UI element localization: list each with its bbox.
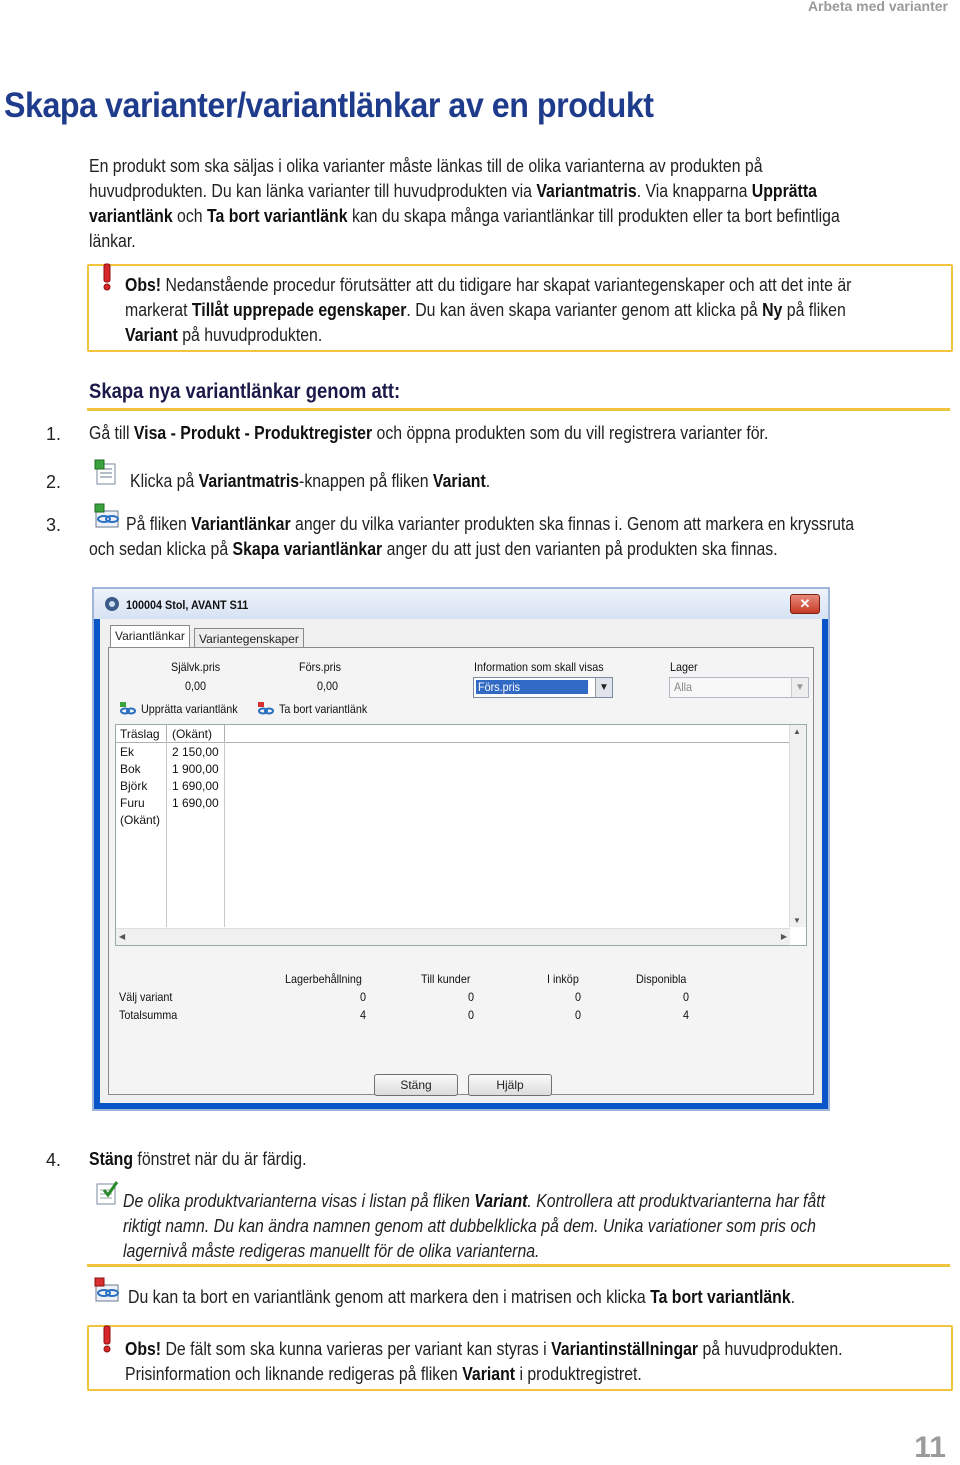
label-sjalvk-pris: Självk.pris: [171, 660, 221, 674]
step-3-line-2: och sedan klicka på Skapa variantlänkar anger du att just den varianten på produkten ska finnas.: [89, 539, 778, 559]
lager-select[interactable]: [669, 677, 809, 698]
table-row[interactable]: [116, 811, 236, 828]
step-1-text: Gå till Visa - Produkt - Produktregister och öppna produkten som du vill registrera varianter för.: [89, 423, 769, 443]
information-select[interactable]: [473, 677, 613, 698]
step-2-number: 2.: [46, 472, 62, 492]
section-underline: [87, 408, 950, 411]
row-name: Björk: [120, 779, 148, 793]
row-name: Ek: [120, 745, 135, 759]
vertical-scrollbar[interactable]: [789, 725, 806, 927]
variant-matrix-grid[interactable]: [115, 724, 807, 946]
intro-line-4: länkar.: [89, 231, 136, 251]
link-add-icon: [119, 701, 137, 717]
row-value: 1 900,00: [172, 762, 219, 776]
page-number: 11: [914, 1431, 946, 1464]
stock-header-till-kunder: Till kunder: [421, 972, 471, 986]
stock-summary: [115, 966, 805, 1042]
step-4-text: Stäng fönstret när du är färdig.: [89, 1149, 307, 1169]
stock-row-label: Välj variant: [119, 990, 173, 1004]
obs-text-2: Obs! De fält som ska kunna varieras per variant kan styras i Variantinställningar på huvudprodukten. Prisinformation och liknande redigeras på fliken Variant i produktregistret.: [125, 1339, 843, 1384]
intro-line-1: En produkt som ska säljas i olika varianter måste länkas till de olika varianterna av produkten på: [89, 156, 763, 176]
tip-text: Du kan ta bort en variantlänk genom att markera den i matrisen och klicka Ta bort variantlänk.: [128, 1287, 796, 1307]
table-row[interactable]: [116, 794, 236, 811]
note-underline: [87, 1264, 950, 1267]
variant-link-icon: [93, 503, 123, 536]
chevron-left-icon: ◀: [119, 932, 126, 941]
running-header: Arbeta med varianter: [807, 0, 948, 14]
obs-text-1: Obs! Nedanstående procedur förutsätter att du tidigare har skapat variantegenskaper och att det inte är markerat Tillåt upprepade egenskaper. Du kan även skapa varianter genom att klicka på Ny på fliken Variant på huvudprodukten.: [125, 275, 852, 345]
stock-cell: 0: [360, 990, 367, 1004]
intro-line-3: variantlänk och Ta bort variantlänk kan du skapa många variantlänkar till produkten eller ta bort befintliga: [89, 206, 840, 226]
grid-header: [116, 725, 806, 743]
window-titlebar: [94, 589, 828, 619]
table-row[interactable]: [116, 777, 236, 794]
tab-variantegenskaper[interactable]: Variantegenskaper: [194, 628, 304, 648]
page-title: Skapa varianter/variantlänkar av en produkt: [4, 86, 654, 125]
step-4-number: 4.: [46, 1150, 62, 1170]
information-selected: Förs.pris: [478, 680, 521, 694]
stang-button[interactable]: Stäng: [374, 1074, 458, 1096]
stock-cell: 0: [575, 1008, 582, 1022]
stock-cell: 0: [683, 990, 690, 1004]
note-text: De olika produktvarianterna visas i listan på fliken Variant. Kontrollera att produktvarianterna har fått riktigt namn. Du kan ändra namnen genom att dubbelklicka på dem. Unika variationer som pris och lagernivå måste redigeras manuellt för de olika varianterna.: [123, 1191, 826, 1261]
label-information: Information som skall visas: [474, 660, 604, 674]
grid-header-traslag: Träslag: [120, 727, 160, 741]
stock-cell: 4: [683, 1008, 690, 1022]
note-icon: [95, 1180, 121, 1211]
stock-cell: 0: [468, 1008, 475, 1022]
row-value: 1 690,00: [172, 796, 219, 810]
row-name: Bok: [120, 762, 141, 776]
row-value: 1 690,00: [172, 779, 219, 793]
section-heading: Skapa nya variantlänkar genom att:: [89, 380, 401, 403]
label-lager: Lager: [670, 660, 698, 674]
warning-icon: [97, 262, 117, 297]
warning-icon: [97, 1324, 117, 1359]
chevron-down-icon[interactable]: ▼: [791, 678, 808, 697]
stock-cell: 0: [575, 990, 582, 1004]
value-fors-pris: 0,00: [317, 679, 339, 693]
row-name: (Okänt): [120, 813, 161, 827]
grid-header-okant: (Okänt): [172, 727, 213, 741]
tab-variantlankar[interactable]: Variantlänkar: [110, 625, 190, 648]
link-remove-icon: [257, 701, 275, 717]
window-title: 100004 Stol, AVANT S11: [126, 598, 249, 612]
step-3-line-1: På fliken Variantlänkar anger du vilka varianter produkten ska finnas i. Genom att markera en kryssruta: [126, 514, 855, 534]
chevron-right-icon: ▶: [780, 932, 787, 941]
row-name: Furu: [120, 796, 145, 810]
horizontal-scrollbar[interactable]: [116, 928, 790, 945]
label-fors-pris: Förs.pris: [299, 660, 342, 674]
product-window-screenshot: [92, 587, 830, 1111]
step-3-number: 3.: [46, 515, 62, 535]
row-value: 2 150,00: [172, 745, 219, 759]
chevron-up-icon: ▲: [793, 727, 801, 736]
close-button[interactable]: ✕: [790, 594, 820, 614]
step-2-text: Klicka på Variantmatris-knappen på fliken Variant.: [130, 471, 491, 491]
stock-header-lagerbehallning: Lagerbehållning: [285, 972, 362, 986]
uppratta-variantlank-button[interactable]: Upprätta variantlänk: [119, 700, 249, 718]
stock-cell: 4: [360, 1008, 367, 1022]
hjalp-button[interactable]: Hjälp: [468, 1074, 552, 1096]
stock-cell: 0: [468, 990, 475, 1004]
intro-line-2: huvudprodukten. Du kan länka varianter till huvudprodukten via Variantmatris. Via knapparna Upprätta: [89, 181, 817, 201]
lager-selected: Alla: [674, 680, 693, 694]
stock-header-disponibla: Disponibla: [636, 972, 687, 986]
chevron-down-icon: ▼: [793, 916, 801, 925]
value-sjalvk-pris: 0,00: [185, 679, 207, 693]
app-icon: [104, 596, 120, 617]
stock-header-i-inkop: I inköp: [547, 972, 579, 986]
step-1-number: 1.: [46, 424, 62, 444]
stock-row-label: Totalsumma: [119, 1008, 178, 1022]
table-row[interactable]: [116, 760, 236, 777]
intro-paragraph: [89, 154, 943, 254]
window-body: [100, 619, 822, 1103]
table-row[interactable]: [116, 743, 236, 760]
variant-matrix-icon: [93, 459, 121, 492]
ta-bort-variantlank-button[interactable]: Ta bort variantlänk: [257, 700, 378, 718]
grid-rows: [116, 743, 236, 828]
tab-panel: [108, 647, 814, 1095]
chevron-down-icon[interactable]: ▼: [595, 678, 612, 697]
variant-link-icon: [93, 1277, 123, 1310]
